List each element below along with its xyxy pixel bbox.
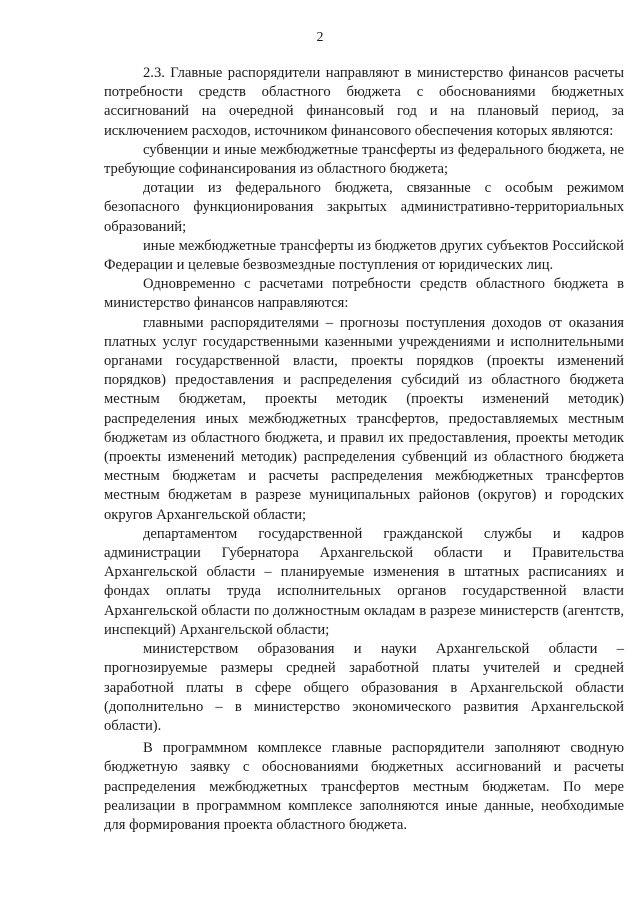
paragraph-software-complex: В программном комплексе главные распорядители заполняют сводную бюджетную заявку с обоснованиями бюджетных ассигнований и расчеты распределения межбюджетных трансфертов местным бюджетам. По мере реализации в программном комплексе заполняются иные данные, необходимые для формирования проекта областного бюджета.: [104, 740, 624, 833]
page-number: 2: [316, 30, 324, 45]
paragraph-other-transfers: иные межбюджетные трансферты из бюджетов других субъектов Российской Федерации и целевые безвозмездные поступления от юридических лиц.: [104, 237, 624, 274]
paragraph-education-ministry: министерством образования и науки Архангельской области – прогнозируемые размеры средней заработной платы учителей и средней заработной платы в сфере общего образования в Архангельской области (дополнительно – в министерство экономического развития Архангельской области).: [104, 641, 624, 734]
paragraph-federal-subventions: субвенции и иные межбюджетные трансферты из федерального бюджета, не требующие софинансирования из областного бюджета;: [104, 141, 624, 178]
paragraph-simultaneously: Одновременно с расчетами потребности средств областного бюджета в министерство финансов направляются:: [104, 276, 624, 312]
paragraph-2-3-intro: 2.3. Главные распорядители направляют в министерство финансов расчеты потребности средств областного бюджета с обоснованиями бюджетных ассигнований на очередной финансовый год и на плановый период, за исключением расходов, источником финансового обеспечения которых являются:: [104, 65, 624, 139]
paragraph-main-administrators: главными распорядителями – прогнозы поступления доходов от оказания платных услуг государственными казенными учреждениями и исполнительными органами государственной власти, проекты порядков (проекты изменений порядков) предоставления и распределения субсидий из областного бюджета местным бюджетам, проекты методик (проекты изменений методик) распределения иных межбюджетных трансфертов, предоставляемых местным бюджетам из областного бюджета, и правил их предоставления, проекты методик (проекты изменений методик) распределения субвенций из областного бюджета местным бюджетам и расчеты распределения межбюджетных трансфертов местным бюджетам в разрезе муниципальных районов (округов) и городских округов Архангельской области;: [104, 314, 624, 523]
document-body: [104, 64, 624, 835]
paragraph-federal-grants: дотации из федерального бюджета, связанные с особым режимом безопасного функционирования закрытых административно-территориальных образований;: [104, 180, 624, 235]
paragraph-civil-service-department: департаментом государственной гражданской службы и кадров администрации Губернатора Архангельской области и Правительства Архангельской области – планируемые изменения в штатных расписаниях и фондах оплаты труда исполнительных органов государственной власти Архангельской области по должностным окладам в разрезе министерств (агентств, инспекций) Архангельской области;: [104, 525, 624, 638]
